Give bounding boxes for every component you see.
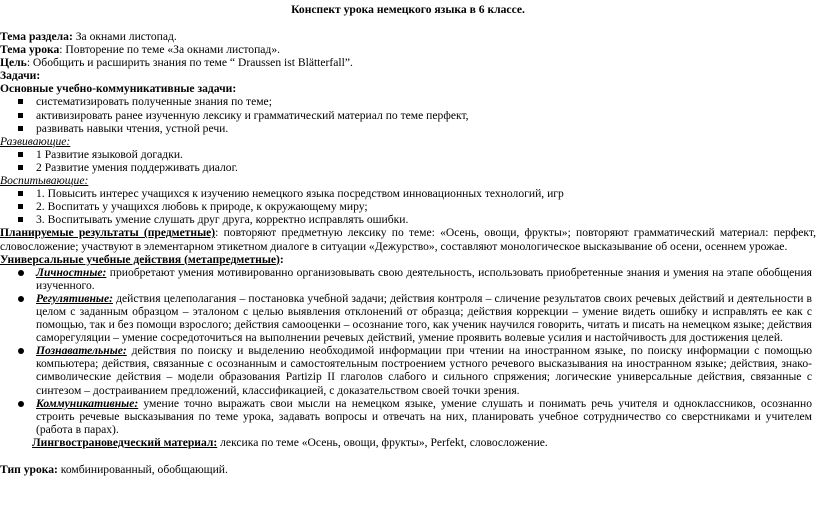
section-topic-label: Тема раздела:	[0, 30, 73, 43]
list-item: Личностные: приобретают умения мотивированно организовывать свою деятельность, использовать приобретенные знания и умения на этапе обобщения изученного.	[0, 266, 816, 292]
educational-list	[0, 95, 816, 134]
lesson-type-value: комбинированный, обобщающий.	[57, 463, 228, 476]
linguistic-label: Лингвострановедческий материал:	[32, 435, 218, 449]
list-item: Познавательные: действия по поиску и выделению необходимой информации при чтении на иностранном языке, по поиску информации с помощью компьютера; действия, связанные с осознанным и самостоятельным построением устного речевого высказывания на иностранном языке; действия, знако-символические действия – модели образования Partizip II глаголов слабого и сильного спряжения; логические универсальные действия, связанные с синтезом – достраиванием предложений, классификацией, с доказательством своей точки зрения.	[0, 344, 816, 396]
universal-heading: Универсальные учебные действия (метапредметные):	[0, 252, 284, 266]
universal-list	[0, 266, 816, 436]
list-item: 1 Развитие языковой догадки.	[0, 148, 816, 161]
list-item: 1. Повысить интерес учащихся к изучению немецкого языка посредством инновационных технологий, игр	[0, 187, 816, 200]
goal-label: Цель	[0, 56, 27, 70]
list-item: 3. Воспитывать умение слушать друг друга, корректно исправлять ошибки.	[0, 213, 816, 226]
section-topic-value: За окнами листопад.	[72, 30, 177, 43]
tasks-heading: Задачи:	[0, 69, 41, 83]
developing-heading: Развивающие:	[0, 134, 71, 148]
list-item: Коммуникативные: умение точно выражать свои мысли на немецком языке, умение слушать и понимать речь учителя и одноклассников, осознанно строить речевые высказывания по теме урока, задавать вопросы и отвечать на них, планировать учебное сотрудничество со сверстниками и учителем (работа в парах).	[0, 397, 816, 436]
list-item: развивать навыки чтения, устной речи.	[0, 122, 816, 135]
goal-value: : Обобщить и расширить знания по теме “ Draussen ist Blätterfall”.	[26, 56, 353, 70]
list-item: активизировать ранее изученную лексику и грамматический материал по теме перфект,	[0, 109, 816, 122]
lesson-type	[0, 463, 816, 476]
linguistic-material	[0, 436, 816, 449]
planned-results-label: Планируемые результаты (предметные)	[0, 226, 216, 240]
goal	[0, 56, 816, 69]
list-item: 2. Воспитать у учащихся любовь к природе, к окружающему миру;	[0, 200, 816, 213]
upbringing-list	[0, 187, 816, 226]
lesson-topic	[0, 43, 816, 56]
lesson-type-label: Тип урока:	[0, 463, 58, 476]
document-title: Конспект урока немецкого языка в 6 классе.	[291, 3, 525, 16]
list-item: 2 Развитие умения поддерживать диалог.	[0, 161, 816, 174]
educational-heading: Основные учебно-коммуникативные задачи:	[0, 82, 237, 96]
developing-list	[0, 148, 816, 174]
spacer	[0, 449, 816, 463]
spacer	[0, 16, 816, 30]
planned-results	[0, 226, 816, 252]
lesson-topic-label: Тема урока	[0, 43, 60, 57]
section-topic	[0, 30, 816, 43]
upbringing-heading: Воспитывающие:	[0, 174, 89, 188]
lesson-topic-value: : Повторение по теме «За окнами листопад».	[59, 43, 281, 57]
list-item: Регулятивные: действия целеполагания – постановка учебной задачи; действия контроля – сличение результатов своих речевых действий и деятельности в целом с заданным образцом – эталоном с целью выявления отклонений от образца; действия коррекции – умение видеть ошибку и исправлять ее как с помощью, так и без помощи взрослого; действия самооценки – осознание того, как ученик научился говорить, читать и писать на немецком языке; действия саморегуляции – умение сосредоточиться на выполнении речевых действий, умение проявить волевые усилия и настойчивость для достижения целей.	[0, 292, 816, 344]
linguistic-value: лексика по теме «Осень, овощи, фрукты», Perfekt, словосложение.	[217, 435, 548, 449]
list-item: систематизировать полученные знания по теме;	[0, 95, 816, 108]
planned-results-value: : повторяют предметную лексику по теме: «Осень, овощи, фрукты»; повторяют грамматический материал: перфект, словосложение; участвуют в элементарном этикетном диалоге в ситуации «Дежурство», составляют монологическое высказывание об осени, осеннем урожае.	[0, 226, 816, 253]
